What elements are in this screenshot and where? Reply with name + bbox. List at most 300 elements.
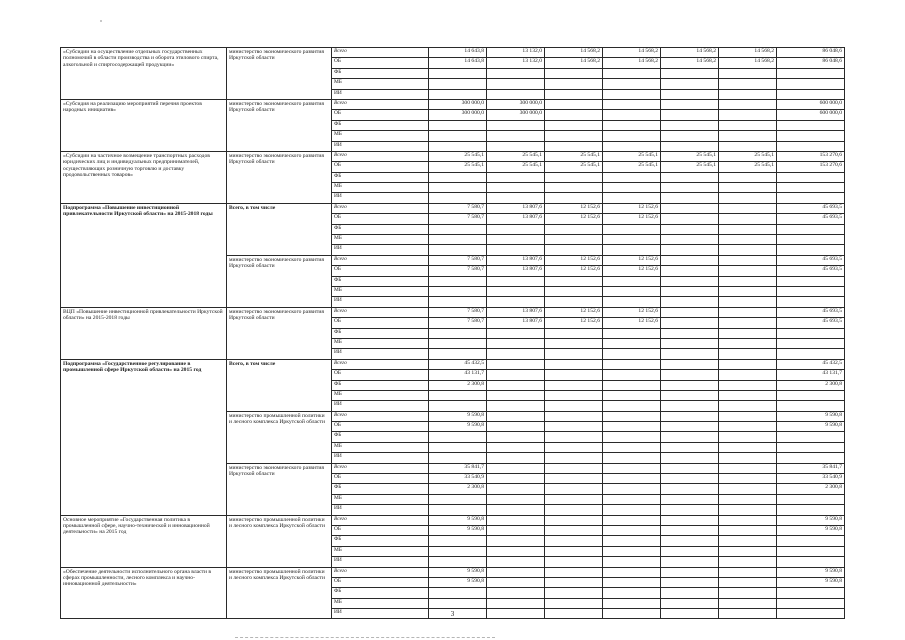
amount-cell (603, 370, 661, 380)
funding-source-cell: ИИ (332, 349, 429, 359)
executor-cell: министерство промышленной политики и лесного комплекса Иркутской области (227, 411, 332, 463)
amount-cell (603, 68, 661, 78)
amount-cell (487, 276, 545, 286)
total-amount-cell (777, 432, 845, 442)
funding-source-cell: ФБ (332, 432, 429, 442)
amount-cell (545, 328, 603, 338)
amount-cell (545, 89, 603, 99)
scan-speck (100, 20, 102, 22)
amount-cell (545, 494, 603, 504)
amount-cell (661, 79, 719, 89)
executor-cell: министерство экономического развития Иркутской области (227, 151, 332, 203)
amount-cell (603, 120, 661, 130)
executor-cell: министерство экономического развития Иркутской области (227, 255, 332, 307)
amount-cell (545, 110, 603, 120)
funding-source-cell: МБ (332, 338, 429, 348)
amount-cell: 25 545,1 (661, 151, 719, 161)
amount-cell (661, 349, 719, 359)
amount-cell (487, 183, 545, 193)
amount-cell (429, 557, 487, 567)
amount-cell (545, 224, 603, 234)
amount-cell (487, 515, 545, 525)
amount-cell (429, 536, 487, 546)
amount-cell (603, 474, 661, 484)
amount-cell: 25 545,1 (545, 151, 603, 161)
amount-cell (603, 286, 661, 296)
amount-cell: 13 807,6 (487, 255, 545, 265)
total-amount-cell: 45 693,5 (777, 214, 845, 224)
total-amount-cell: 43 131,7 (777, 370, 845, 380)
amount-cell (719, 297, 777, 307)
amount-cell (429, 442, 487, 452)
amount-cell (487, 567, 545, 577)
total-amount-cell: 45 693,5 (777, 266, 845, 276)
amount-cell (719, 203, 777, 213)
total-amount-cell: 35 841,7 (777, 463, 845, 473)
amount-cell (661, 120, 719, 130)
amount-cell: 14 568,2 (661, 48, 719, 58)
executor-cell: министерство экономического развития Иркутской области (227, 99, 332, 151)
amount-cell (545, 99, 603, 109)
amount-cell (545, 131, 603, 141)
amount-cell: 7 580,7 (429, 203, 487, 213)
amount-cell (545, 401, 603, 411)
amount-cell (719, 411, 777, 421)
amount-cell (661, 359, 719, 369)
amount-cell (661, 370, 719, 380)
funding-source-cell: ФБ (332, 276, 429, 286)
amount-cell (661, 68, 719, 78)
amount-cell (545, 359, 603, 369)
amount-cell (545, 172, 603, 182)
amount-cell (429, 131, 487, 141)
amount-cell (719, 266, 777, 276)
amount-cell (487, 557, 545, 567)
total-amount-cell: 9 590,8 (777, 525, 845, 535)
amount-cell (719, 183, 777, 193)
table-row (61, 151, 845, 161)
amount-cell: 7 580,7 (429, 255, 487, 265)
amount-cell (545, 505, 603, 515)
amount-cell: 12 152,6 (603, 203, 661, 213)
amount-cell: 300 000,0 (429, 110, 487, 120)
total-amount-cell (777, 131, 845, 141)
amount-cell (429, 183, 487, 193)
amount-cell (429, 505, 487, 515)
total-amount-cell: 45 432,5 (777, 359, 845, 369)
amount-cell (545, 120, 603, 130)
funding-source-cell: ИИ (332, 245, 429, 255)
executor-cell: министерство экономического развития Иркутской области (227, 307, 332, 359)
amount-cell (545, 484, 603, 494)
table-row (61, 307, 845, 317)
total-amount-cell (777, 183, 845, 193)
amount-cell (545, 442, 603, 452)
amount-cell (603, 588, 661, 598)
total-amount-cell (777, 276, 845, 286)
amount-cell (661, 224, 719, 234)
amount-cell: 25 545,1 (661, 162, 719, 172)
amount-cell (487, 297, 545, 307)
amount-cell (429, 120, 487, 130)
amount-cell: 13 807,6 (487, 214, 545, 224)
amount-cell (719, 567, 777, 577)
funding-source-cell: ОБ (332, 474, 429, 484)
amount-cell: 13 807,6 (487, 318, 545, 328)
amount-cell (487, 141, 545, 151)
amount-cell (487, 484, 545, 494)
executor-cell: Всего, в том числе (227, 203, 332, 255)
amount-cell: 12 152,6 (545, 255, 603, 265)
amount-cell: 12 152,6 (545, 203, 603, 213)
amount-cell: 43 131,7 (429, 370, 487, 380)
funding-source-cell: Всего (332, 151, 429, 161)
amount-cell (603, 172, 661, 182)
amount-cell (719, 515, 777, 525)
amount-cell (661, 515, 719, 525)
measure-name-cell: «Обеспечение деятельности исполнительного органа власти в сферах промышленности, лесного комплекса и научно-инновационной деятельности» (61, 567, 227, 619)
amount-cell (603, 432, 661, 442)
total-amount-cell: 9 590,8 (777, 411, 845, 421)
amount-cell (487, 598, 545, 608)
amount-cell: 33 540,9 (429, 474, 487, 484)
amount-cell (719, 172, 777, 182)
amount-cell (487, 505, 545, 515)
amount-cell (545, 515, 603, 525)
amount-cell (719, 598, 777, 608)
amount-cell (487, 245, 545, 255)
amount-cell: 12 152,6 (603, 307, 661, 317)
funding-source-cell: ИИ (332, 297, 429, 307)
funding-source-cell: ФБ (332, 68, 429, 78)
amount-cell (603, 567, 661, 577)
amount-cell (487, 380, 545, 390)
amount-cell (661, 328, 719, 338)
amount-cell (661, 494, 719, 504)
amount-cell (603, 338, 661, 348)
amount-cell (661, 203, 719, 213)
amount-cell (661, 214, 719, 224)
amount-cell: 25 545,1 (719, 151, 777, 161)
total-amount-cell (777, 328, 845, 338)
total-amount-cell (777, 286, 845, 296)
funding-source-cell: ОБ (332, 110, 429, 120)
amount-cell (661, 505, 719, 515)
amount-cell (487, 588, 545, 598)
amount-cell (603, 453, 661, 463)
amount-cell (545, 525, 603, 535)
amount-cell (661, 286, 719, 296)
amount-cell (487, 494, 545, 504)
amount-cell (661, 577, 719, 587)
amount-cell (545, 577, 603, 587)
amount-cell: 25 545,1 (603, 162, 661, 172)
amount-cell (661, 557, 719, 567)
total-amount-cell: 45 693,5 (777, 318, 845, 328)
measure-name-cell: «Субсидии на частичное возмещение транспортных расходов юридических лиц и индивидуальных предпринимателей, осуществляющих розничную торговлю и доставку продовольственных товаров» (61, 151, 227, 203)
amount-cell (603, 193, 661, 203)
amount-cell: 12 152,6 (603, 266, 661, 276)
amount-cell: 25 545,1 (545, 162, 603, 172)
total-amount-cell: 45 693,5 (777, 203, 845, 213)
amount-cell: 14 568,2 (545, 58, 603, 68)
amount-cell (429, 546, 487, 556)
amount-cell (719, 338, 777, 348)
amount-cell (487, 390, 545, 400)
table-row (61, 567, 845, 577)
amount-cell (719, 577, 777, 587)
funding-source-cell: ОБ (332, 318, 429, 328)
amount-cell (603, 515, 661, 525)
amount-cell: 13 807,6 (487, 307, 545, 317)
funding-source-cell: МБ (332, 79, 429, 89)
amount-cell (719, 276, 777, 286)
amount-cell: 12 152,6 (545, 266, 603, 276)
amount-cell (487, 79, 545, 89)
amount-cell (545, 432, 603, 442)
total-amount-cell: 9 590,8 (777, 577, 845, 587)
amount-cell (719, 442, 777, 452)
amount-cell (719, 370, 777, 380)
amount-cell (603, 577, 661, 587)
amount-cell (661, 474, 719, 484)
amount-cell (487, 536, 545, 546)
funding-source-cell: ИИ (332, 453, 429, 463)
total-amount-cell: 9 590,8 (777, 567, 845, 577)
amount-cell (719, 474, 777, 484)
amount-cell (719, 380, 777, 390)
total-amount-cell (777, 546, 845, 556)
amount-cell (429, 390, 487, 400)
amount-cell (545, 588, 603, 598)
funding-source-cell: Всего (332, 567, 429, 577)
amount-cell (487, 463, 545, 473)
amount-cell (661, 193, 719, 203)
amount-cell (719, 328, 777, 338)
total-amount-cell: 45 693,5 (777, 307, 845, 317)
funding-source-cell: ФБ (332, 224, 429, 234)
total-amount-cell (777, 557, 845, 567)
amount-cell (603, 546, 661, 556)
funding-source-cell: ИИ (332, 609, 429, 619)
amount-cell (603, 183, 661, 193)
total-amount-cell: 600 000,0 (777, 99, 845, 109)
amount-cell (719, 484, 777, 494)
funding-source-cell: МБ (332, 286, 429, 296)
amount-cell (719, 557, 777, 567)
amount-cell (719, 68, 777, 78)
amount-cell: 12 152,6 (603, 318, 661, 328)
amount-cell (429, 245, 487, 255)
amount-cell (487, 131, 545, 141)
amount-cell (603, 359, 661, 369)
amount-cell (545, 235, 603, 245)
funding-source-cell: ФБ (332, 380, 429, 390)
total-amount-cell: 153 270,6 (777, 151, 845, 161)
amount-cell: 9 590,8 (429, 577, 487, 587)
scan-footer-line (235, 637, 495, 638)
amount-cell (661, 380, 719, 390)
table-row (61, 515, 845, 525)
funding-source-cell: Всего (332, 359, 429, 369)
amount-cell (603, 110, 661, 120)
amount-cell (545, 453, 603, 463)
amount-cell: 13 807,6 (487, 203, 545, 213)
amount-cell (719, 120, 777, 130)
amount-cell (661, 235, 719, 245)
funding-source-cell: ОБ (332, 58, 429, 68)
amount-cell (487, 432, 545, 442)
amount-cell (545, 422, 603, 432)
amount-cell (661, 453, 719, 463)
amount-cell (603, 598, 661, 608)
funding-source-cell: МБ (332, 598, 429, 608)
total-amount-cell: 153 270,6 (777, 162, 845, 172)
amount-cell (661, 338, 719, 348)
amount-cell (429, 141, 487, 151)
amount-cell (603, 536, 661, 546)
table-row (61, 48, 845, 58)
funding-source-cell: ОБ (332, 214, 429, 224)
total-amount-cell (777, 390, 845, 400)
amount-cell (429, 453, 487, 463)
amount-cell: 7 580,7 (429, 266, 487, 276)
amount-cell (545, 141, 603, 151)
total-amount-cell (777, 349, 845, 359)
amount-cell (661, 307, 719, 317)
amount-cell (661, 276, 719, 286)
amount-cell: 12 152,6 (545, 214, 603, 224)
amount-cell (429, 494, 487, 504)
amount-cell (429, 588, 487, 598)
amount-cell (603, 224, 661, 234)
amount-cell (545, 338, 603, 348)
amount-cell (603, 349, 661, 359)
measure-name-cell: Подпрограмма «Государственное регулирование в промышленной сфере Иркутской области» на 2015 год (61, 359, 227, 515)
amount-cell: 14 643,8 (429, 58, 487, 68)
amount-cell (661, 245, 719, 255)
funding-source-cell: ФБ (332, 536, 429, 546)
amount-cell (719, 432, 777, 442)
amount-cell (661, 131, 719, 141)
amount-cell: 9 590,8 (429, 567, 487, 577)
amount-cell (719, 89, 777, 99)
amount-cell: 25 545,1 (603, 151, 661, 161)
amount-cell (487, 577, 545, 587)
amount-cell (661, 172, 719, 182)
total-amount-cell (777, 89, 845, 99)
amount-cell (603, 390, 661, 400)
amount-cell (545, 276, 603, 286)
amount-cell: 25 545,1 (719, 162, 777, 172)
amount-cell: 14 568,2 (719, 48, 777, 58)
amount-cell (719, 588, 777, 598)
amount-cell: 14 568,2 (603, 48, 661, 58)
amount-cell (603, 328, 661, 338)
amount-cell: 7 580,7 (429, 307, 487, 317)
amount-cell (603, 463, 661, 473)
amount-cell (545, 598, 603, 608)
funding-source-cell: ОБ (332, 577, 429, 587)
amount-cell: 13 132,0 (487, 48, 545, 58)
amount-cell (661, 567, 719, 577)
amount-cell: 45 432,5 (429, 359, 487, 369)
amount-cell (661, 442, 719, 452)
total-amount-cell (777, 120, 845, 130)
amount-cell (545, 68, 603, 78)
amount-cell: 7 580,7 (429, 318, 487, 328)
amount-cell (487, 68, 545, 78)
amount-cell (603, 411, 661, 421)
funding-source-cell: ОБ (332, 525, 429, 535)
amount-cell (487, 286, 545, 296)
total-amount-cell: 2 300,8 (777, 484, 845, 494)
amount-cell: 25 545,1 (487, 151, 545, 161)
amount-cell: 25 545,1 (487, 162, 545, 172)
amount-cell (661, 463, 719, 473)
amount-cell (545, 557, 603, 567)
amount-cell (603, 442, 661, 452)
total-amount-cell (777, 401, 845, 411)
amount-cell (429, 276, 487, 286)
funding-source-cell: Всего (332, 463, 429, 473)
measure-name-cell: ВЦП «Повышение инвестиционной привлекательности Иркутской области» на 2015-2018 годы (61, 307, 227, 359)
amount-cell (545, 286, 603, 296)
executor-cell: министерство промышленной политики и лесного комплекса Иркутской области (227, 515, 332, 567)
funding-source-cell: Всего (332, 48, 429, 58)
funding-source-cell: МБ (332, 131, 429, 141)
amount-cell (719, 453, 777, 463)
amount-cell (545, 567, 603, 577)
amount-cell (487, 370, 545, 380)
measure-name-cell: «Субсидии на осуществление отдельных государственных полномочий в области производства и оборота этилового спирта, алкогольной и спиртосодержащей продукции» (61, 48, 227, 100)
amount-cell (545, 390, 603, 400)
amount-cell: 2 300,8 (429, 484, 487, 494)
funding-source-cell: ФБ (332, 328, 429, 338)
amount-cell: 7 580,7 (429, 214, 487, 224)
amount-cell (487, 359, 545, 369)
amount-cell (661, 297, 719, 307)
amount-cell (429, 235, 487, 245)
amount-cell (661, 536, 719, 546)
amount-cell (545, 463, 603, 473)
total-amount-cell (777, 505, 845, 515)
amount-cell: 300 000,0 (487, 110, 545, 120)
amount-cell (661, 266, 719, 276)
amount-cell (487, 120, 545, 130)
funding-source-cell: Всего (332, 255, 429, 265)
amount-cell (661, 401, 719, 411)
measure-name-cell: «Субсидия на реализацию мероприятий перечня проектов народных инициатив» (61, 99, 227, 151)
amount-cell: 14 568,2 (719, 58, 777, 68)
total-amount-cell (777, 338, 845, 348)
funding-source-cell: МБ (332, 235, 429, 245)
amount-cell (719, 99, 777, 109)
funding-source-cell: ФБ (332, 172, 429, 182)
table-row (61, 359, 845, 369)
total-amount-cell (777, 297, 845, 307)
amount-cell (603, 505, 661, 515)
funding-source-cell: МБ (332, 183, 429, 193)
amount-cell (661, 99, 719, 109)
funding-source-cell: Всего (332, 515, 429, 525)
amount-cell (603, 141, 661, 151)
amount-cell (661, 89, 719, 99)
funding-source-cell: ИИ (332, 141, 429, 151)
amount-cell (545, 245, 603, 255)
amount-cell (545, 474, 603, 484)
executor-cell: министерство экономического развития Иркутской области (227, 463, 332, 515)
